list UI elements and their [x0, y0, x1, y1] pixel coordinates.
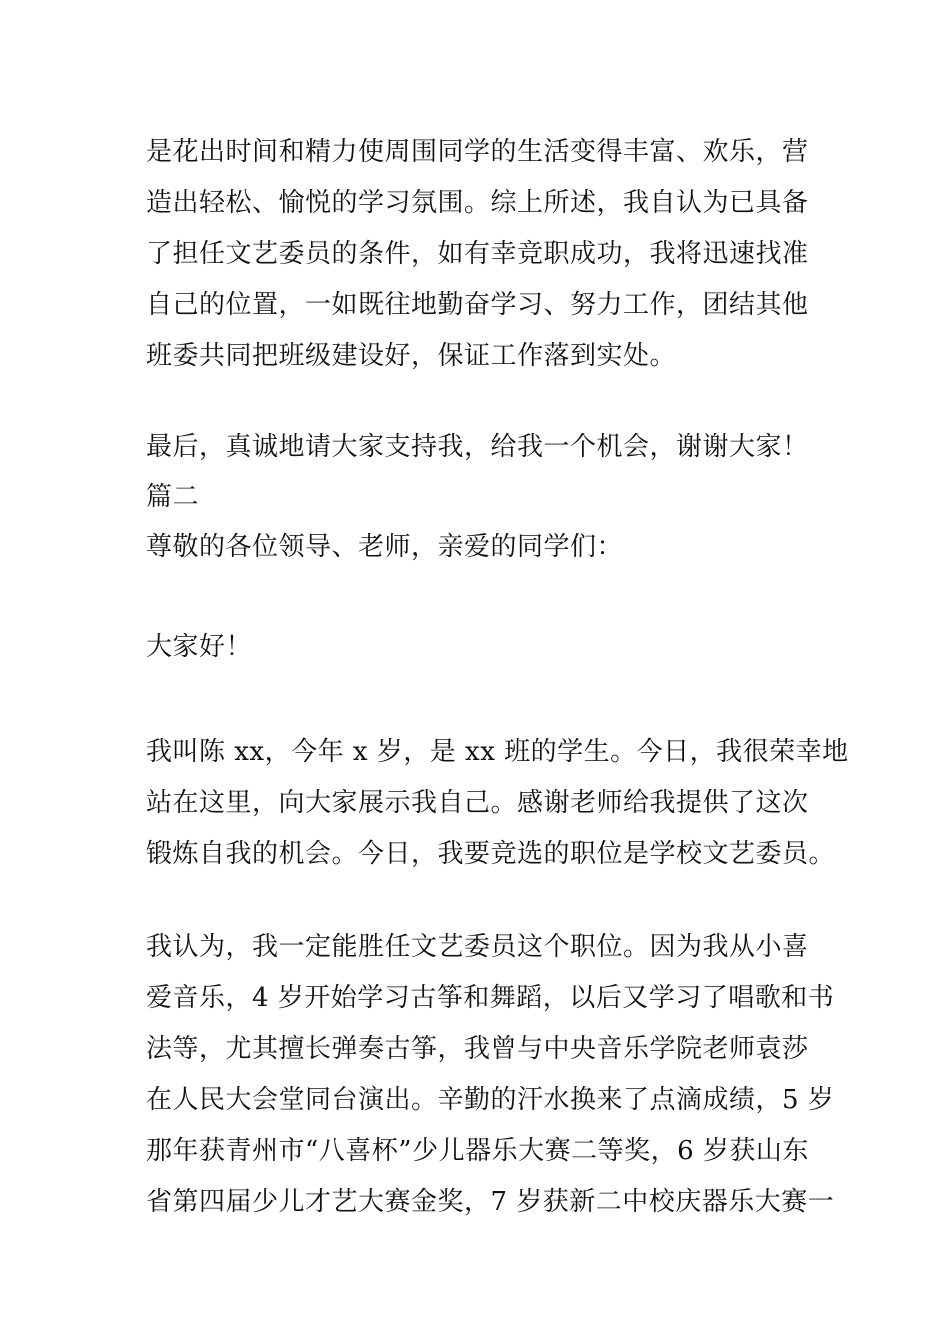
- paragraph-line: 是花出时间和精力使周围同学的生活变得丰富、欢乐，营: [146, 137, 809, 167]
- paragraph-line: 省第四届少儿才艺大赛金奖，7 岁获新二中校庆器乐大赛一: [146, 1187, 835, 1217]
- paragraph-line: 那年获青州市“八喜杯”少儿器乐大赛二等奖，6 岁获山东: [146, 1136, 809, 1166]
- section-title: 篇二: [146, 482, 200, 512]
- salutation: 尊敬的各位领导、老师，亲爱的同学们：: [146, 532, 624, 562]
- paragraph-line: 法等，尤其擅长弹奏古筝，我曾与中央音乐学院老师袁莎: [146, 1034, 809, 1064]
- qualification-paragraph: [146, 922, 835, 1228]
- paragraph-line: 造出轻松、愉悦的学习氛围。综上所述，我自认为已具备: [146, 188, 809, 218]
- paragraph-line: 了担任文艺委员的条件，如有幸竞职成功，我将迅速找准: [146, 239, 809, 269]
- greeting: 大家好！: [146, 632, 253, 662]
- paragraph-line: 在人民大会堂同台演出。辛勤的汗水换来了点滴成绩，5 岁: [146, 1085, 835, 1115]
- paragraph-line: 锻炼自我的机会。今日，我要竞选的职位是学校文艺委员。: [146, 839, 836, 869]
- paragraph-line: 我叫陈 xx，今年 x 岁，是 xx 班的学生。今日，我很荣幸地: [146, 737, 849, 767]
- paragraph-line: 我认为，我一定能胜任文艺委员这个职位。因为我从小喜: [146, 932, 809, 962]
- introduction-paragraph: [146, 727, 849, 880]
- paragraph-continuation: [146, 127, 816, 382]
- paragraph-line: 爱音乐，4 岁开始学习古筝和舞蹈，以后又学习了唱歌和书: [146, 983, 835, 1013]
- paragraph-line: 班委共同把班级建设好，保证工作落到实处。: [146, 341, 677, 371]
- closing-line: 最后，真诚地请大家支持我，给我一个机会，谢谢大家！: [146, 432, 809, 462]
- paragraph-line: 自己的位置，一如既往地勤奋学习、努力工作，团结其他: [146, 290, 809, 320]
- paragraph-line: 站在这里，向大家展示我自己。感谢老师给我提供了这次: [146, 788, 809, 818]
